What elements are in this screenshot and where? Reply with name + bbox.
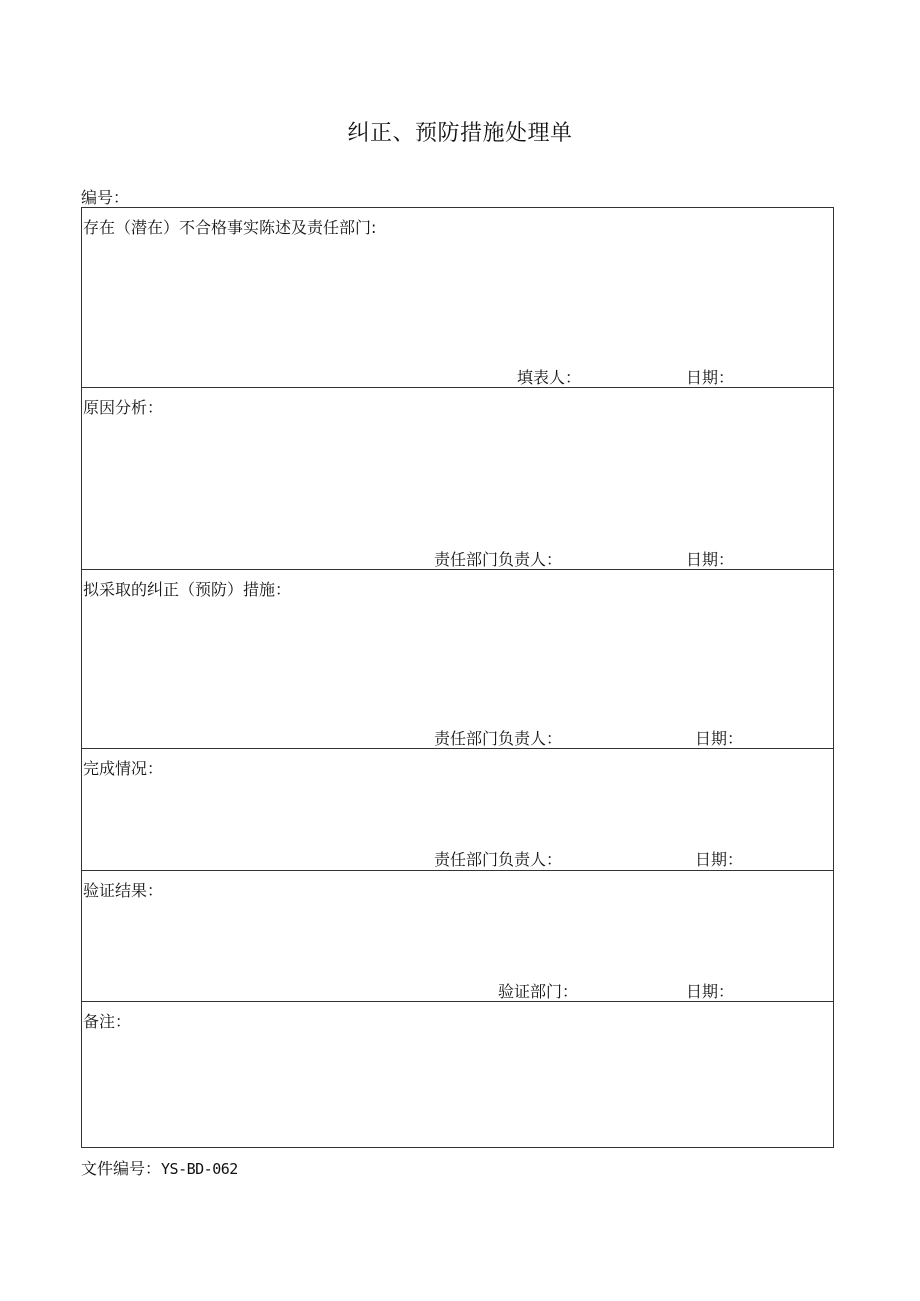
section-completion-status[interactable] [82,749,833,871]
file-number-label: 文件编号： [81,1159,162,1178]
file-number [81,1156,238,1179]
section-label: 验证结果： [83,881,164,900]
section-label: 拟采取的纠正（预防）措施： [83,580,292,599]
document-number-label: 编号： [81,188,130,207]
filler-label: 填表人： [517,368,582,387]
section-planned-measures[interactable] [82,570,833,749]
document-number-blank[interactable] [129,193,137,208]
responsible-person-label: 责任部门负责人： [434,850,563,869]
section-nonconformity[interactable] [82,208,833,388]
section-cause-analysis[interactable] [82,388,833,570]
section-label: 原因分析： [83,398,164,417]
section-verification-result[interactable] [82,871,833,1002]
section-remarks[interactable] [82,1002,833,1147]
responsible-person-label: 责任部门负责人： [434,550,563,569]
verification-dept-label: 验证部门： [498,982,579,1001]
file-number-code: YS-BD-062 [161,1160,238,1178]
document-number-field[interactable] [81,185,137,208]
page-title: 纠正、预防措施处理单 [347,121,573,146]
date-label: 日期： [695,729,744,748]
date-label: 日期： [695,850,744,869]
section-label: 完成情况： [83,759,164,778]
date-label: 日期： [686,550,735,569]
date-label: 日期： [686,368,735,387]
responsible-person-label: 责任部门负责人： [434,729,563,748]
section-label: 备注： [83,1012,132,1031]
section-label: 存在（潜在）不合格事实陈述及责任部门: [83,218,377,237]
form-table [81,207,834,1148]
date-label: 日期： [686,982,735,1001]
